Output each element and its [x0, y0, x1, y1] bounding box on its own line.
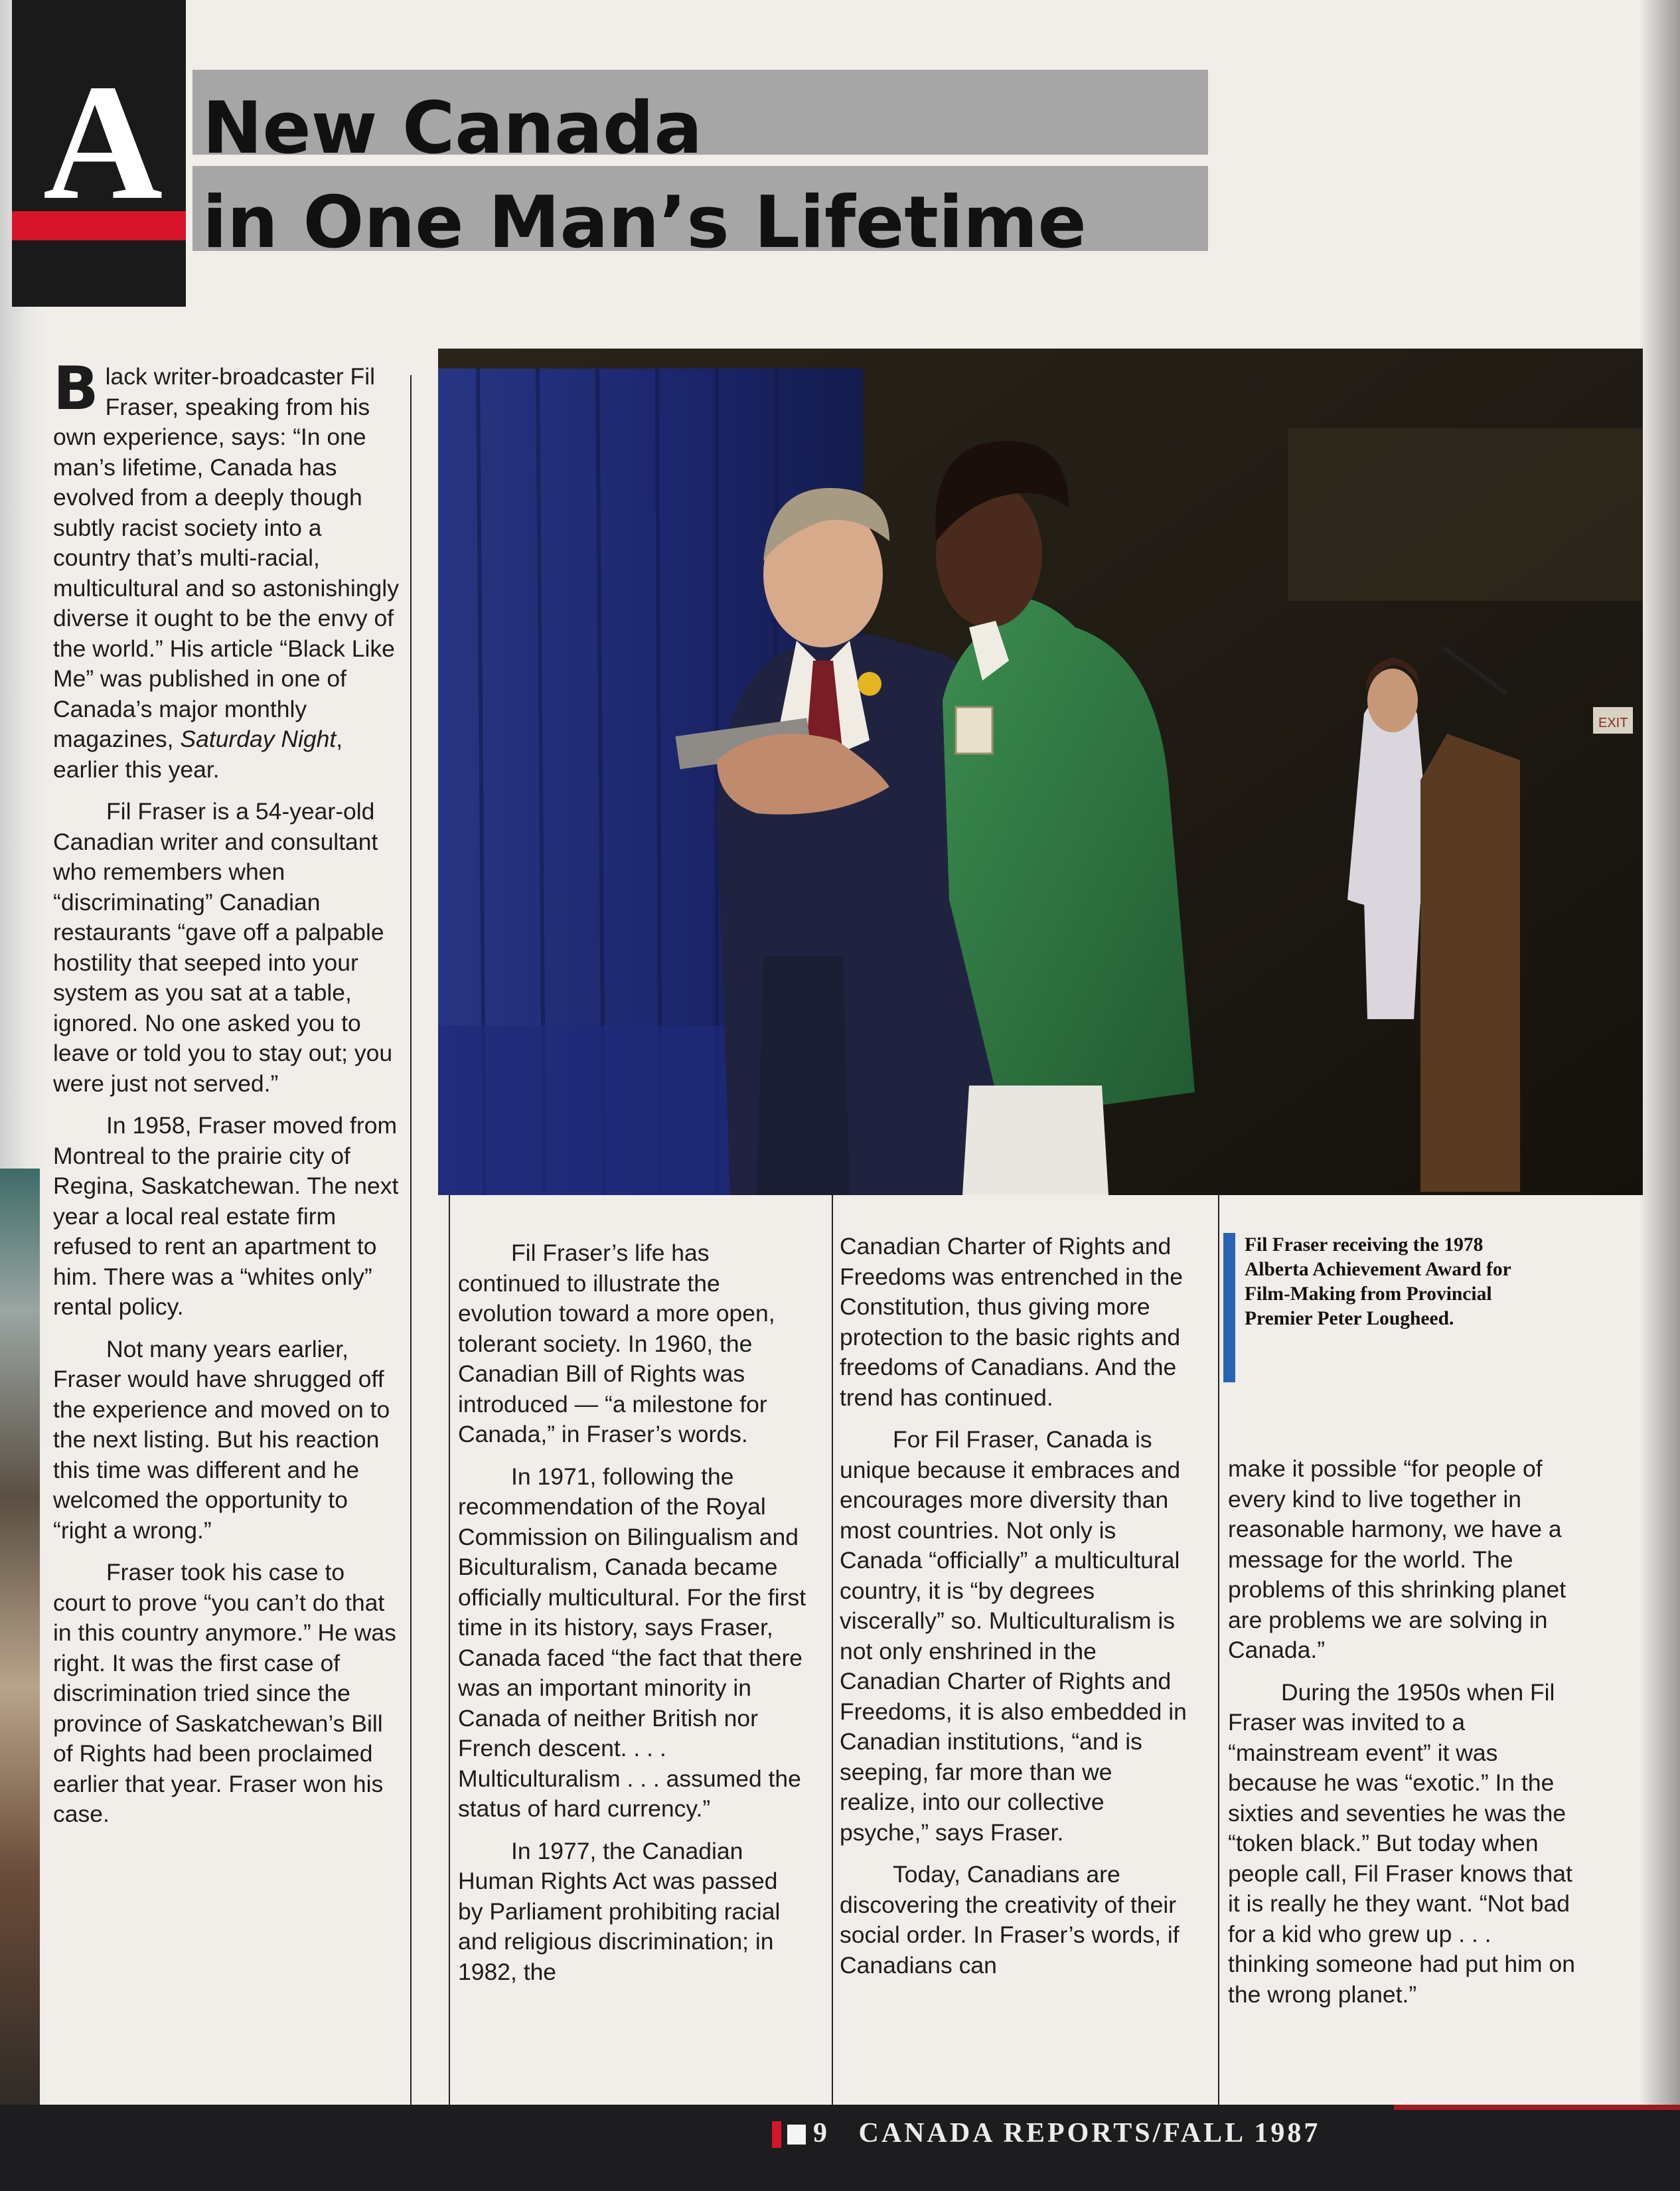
article-paragraph: Fil Fraser’s life has continued to illustrate the evolution toward a more open, tolerant society. In 1960, the Canadian Bill of Rights was introduced — “a milestone for Canada,” in Fraser’s words. [458, 1240, 775, 1447]
column-rule-3 [832, 1195, 833, 2115]
headline-line-1: New Canada [202, 87, 703, 170]
photo-caption: Fil Fraser receiving the 1978 Alberta Achievement Award for Film-Making from Provincial Premier Peter Lougheed. [1245, 1234, 1511, 1329]
article-photo [438, 349, 1643, 1195]
dropcap: B [53, 354, 99, 424]
article-paragraph: Fil Fraser is a 54-year-old Canadian writer and consultant who remembers when “discriminating” Canadian restaurants “gave off a palpable hostility that seeped into your system as you sat at a table, ignored. No one asked you to leave or told you to stay out; you were just not served.” [53, 798, 393, 1097]
footer-text [813, 2116, 1320, 2150]
article-column-3 [840, 1232, 1188, 1992]
binding-edge [1640, 0, 1680, 2111]
article-column-2 [458, 1238, 806, 1999]
svg-text:EXIT: EXIT [1598, 716, 1628, 730]
article-paragraph: In 1971, following the recommendation of the Royal Commission on Bilingualism and Biculturalism, Canada became officially multicultural. For the first time in its history, says Fraser, Canada faced “the fact that there was an important minority in Canada of neither British nor French descent. . . . Multiculturalism . . . assumed the status of hard currency.” [458, 1463, 806, 1822]
magazine-title: Saturday Night [180, 726, 337, 752]
publication-name: CANADA REPORTS/FALL 1987 [858, 2118, 1321, 2149]
adjacent-page-photo-strip [0, 1169, 40, 2111]
article-paragraph: Black writer-broadcaster Fil Fraser, speaking from his own experience, says: “In one man’s lifetime, Canada has evolved from a deeply though subtly racist society into a country that’s multi-racial, multicultural and so astonishingly diverse it ought to be the envy of the world.” His article “Black Like Me” was published in one of Canada’s major monthly magazines, Saturday Night, earlier this year. [53, 354, 399, 783]
article-paragraph: make it possible “for people of every kind to live together in reasonable harmony, we have a message for the world. The problems of this shrinking planet are problems we are solving in Canada.” [1228, 1455, 1566, 1663]
article-paragraph: For Fil Fraser, Canada is unique because it embraces and encourages more diversity than most countries. Not only is Canada “officially” a multicultural country, it is “by degrees viscerally” so. Multiculturalism is not only enshrined in the Canadian Charter of Rights and Freedoms, it is also embedded in Canadian institutions, “and is seeping, far more than we realize, into our collective psyche,” says Fraser. [840, 1426, 1187, 1846]
article-paragraph: In 1958, Fraser moved from Montreal to the prairie city of Regina, Saskatchewan. The next year a local real estate firm refused to rent an apartment to him. There was a “whites only” rental policy. [53, 1112, 399, 1320]
folio-white-mark [787, 2125, 806, 2145]
column-rule-2 [449, 1195, 450, 2115]
headline-line-2: in One Man’s Lifetime [202, 181, 1087, 264]
article-paragraph: During the 1950s when Fil Fraser was invited to a “mainstream event” it was because he was “exotic.” In the sixties and seventies he was the “token black.” But today when people call, Fil Fraser knows that it is really he they want. “Not bad for a kid who grew up . . . thinking someone had put him on the wrong planet.” [1228, 1678, 1575, 2008]
article-paragraph: Today, Canadians are discovering the creativity of their social order. In Fraser’s words, if Canadians can [840, 1861, 1180, 1979]
column-rule-4 [1218, 1195, 1219, 2115]
article-paragraph: In 1977, the Canadian Human Rights Act was passed by Parliament prohibiting racial and religious discrimination; in 1982, the [458, 1837, 781, 1985]
footer-red-accent [1394, 2105, 1680, 2110]
article-column-4 [1228, 1454, 1576, 2022]
article-paragraph: Canadian Charter of Rights and Freedoms was entrenched in the Constitution, thus giving more protection to the basic rights and freedoms of Canadians. And the trend has continued. [840, 1233, 1184, 1411]
article-paragraph: Fraser took his case to court to prove “you can’t do that in this country anymore.” He was right. It was the first case of discrimination tried since the province of Saskatchewan’s Bill of Rights had been proclaimed earlier that year. Fraser won his case. [53, 1559, 396, 1827]
photo-illustration [438, 349, 1643, 1195]
article-column-1 [53, 354, 402, 1842]
page-number: 9 [813, 2118, 830, 2149]
headline-drop-letter: A [42, 50, 163, 234]
column-rule-1 [410, 375, 412, 2115]
folio-red-mark [772, 2121, 781, 2148]
caption-accent-bar [1223, 1233, 1235, 1382]
article-paragraph: Not many years earlier, Fraser would have shrugged off the experience and moved on to the next listing. But his reaction this time was different and he welcomed the opportunity to “right a wrong.” [53, 1335, 390, 1544]
